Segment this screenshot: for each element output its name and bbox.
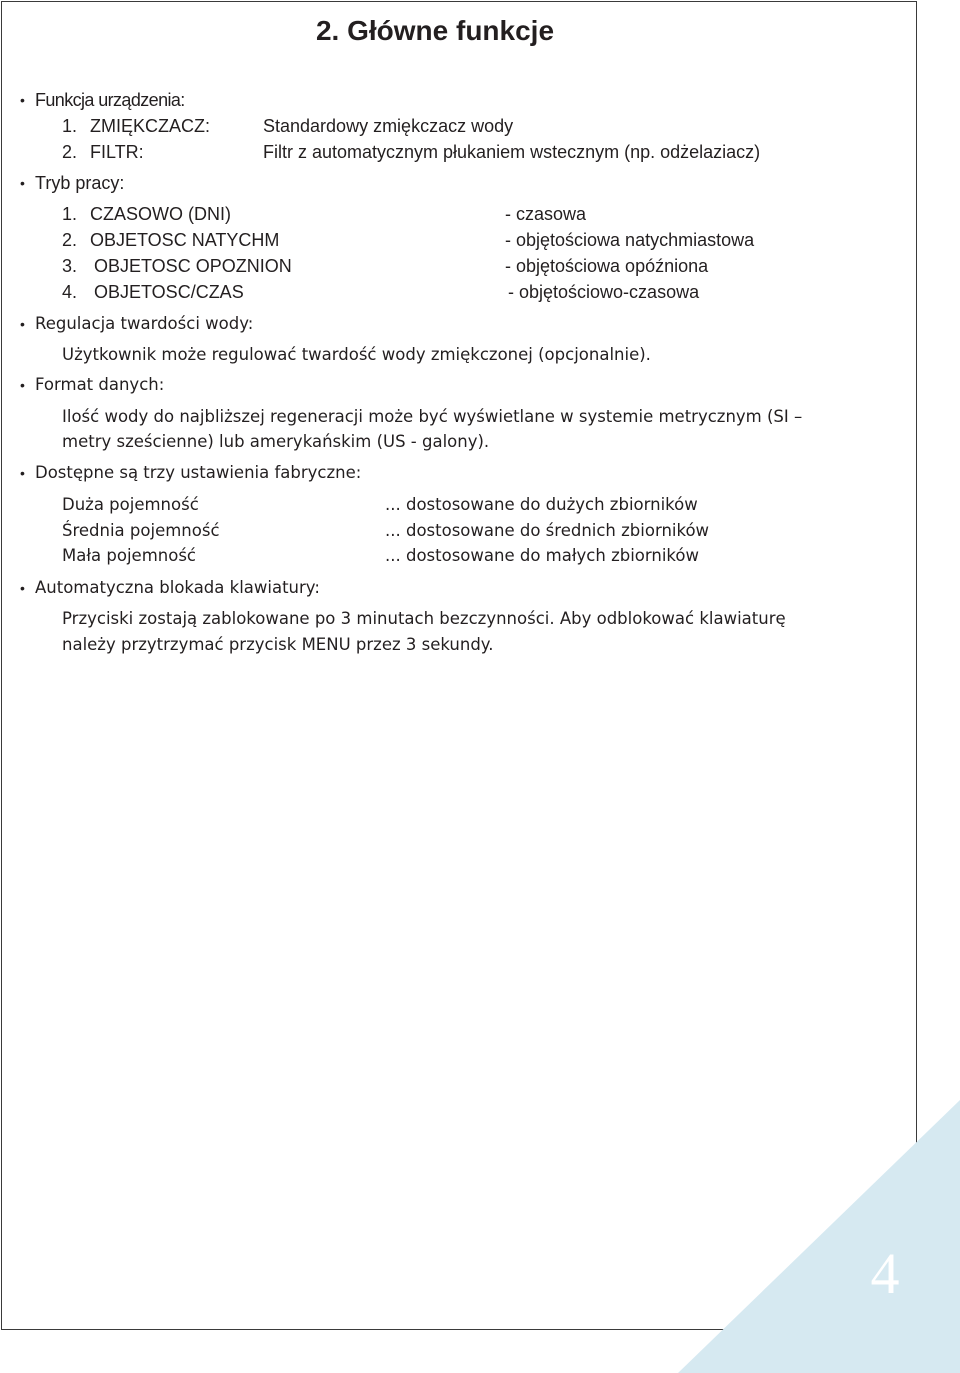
- list-item-description: Standardowy zmiękczacz wody: [263, 116, 514, 136]
- bullet-icon: •: [20, 175, 25, 191]
- list-item-name: OBJETOSC NATYCHM: [90, 230, 280, 250]
- section-heading-hardness: Regulacja twardości wody:: [35, 314, 254, 333]
- list-item-name: OBJETOSC OPOZNION: [94, 256, 292, 276]
- list-item-number: 1.: [62, 204, 78, 224]
- bullet-icon: •: [20, 92, 25, 108]
- list-item-description: - objętościowa opóźniona: [505, 256, 709, 276]
- page-frame: [1, 1, 917, 1330]
- bullet-icon: •: [20, 377, 25, 393]
- setting-description: ... dostosowane do średnich zbiorników: [385, 521, 710, 540]
- paragraph-line: metry sześcienne) lub amerykańskim (US - galony).: [62, 432, 490, 451]
- bullet-icon: •: [20, 465, 25, 481]
- list-item-description: Filtr z automatycznym płukaniem wstecznym (np. odżelaziacz): [263, 142, 761, 162]
- section-heading-data-format: Format danych:: [35, 375, 165, 394]
- list-item-number: 3.: [62, 256, 78, 276]
- list-item-number: 4.: [62, 282, 78, 302]
- setting-name: Średnia pojemność: [62, 521, 220, 540]
- list-item-description: - czasowa: [505, 204, 587, 224]
- paragraph-hardness: Użytkownik może regulować twardość wody zmiękczonej (opcjonalnie).: [62, 345, 651, 364]
- paragraph-line: Przyciski zostają zablokowane po 3 minutach bezczynności. Aby odblokować klawiaturę: [62, 609, 786, 628]
- list-item-name: OBJETOSC/CZAS: [94, 282, 244, 302]
- paragraph-line: należy przytrzymać przycisk MENU przez 3 sekundy.: [62, 635, 494, 654]
- list-item-name: CZASOWO (DNI): [90, 204, 231, 224]
- paragraph-line: Ilość wody do najbliższej regeneracji może być wyświetlane w systemie metrycznym (SI –: [62, 407, 803, 426]
- setting-name: Duża pojemność: [62, 495, 199, 514]
- bullet-icon: •: [20, 316, 25, 332]
- list-item-number: 2.: [62, 142, 78, 162]
- section-heading-device-function: Funkcja urządzenia:: [35, 90, 185, 110]
- list-item-number: 1.: [62, 116, 78, 136]
- list-item-description: - objętościowo-czasowa: [508, 282, 700, 302]
- section-heading-keypad-lock: Automatyczna blokada klawiatury:: [35, 578, 320, 597]
- section-heading-work-mode: Tryb pracy:: [35, 173, 125, 193]
- setting-description: ... dostosowane do małych zbiorników: [385, 546, 699, 565]
- list-item-name: FILTR:: [90, 142, 144, 162]
- page-number: 4: [870, 1241, 900, 1306]
- list-item-description: - objętościowa natychmiastowa: [505, 230, 755, 250]
- list-item-number: 2.: [62, 230, 78, 250]
- page-title: 2. Główne funkcje: [315, 15, 555, 46]
- section-heading-factory-settings: Dostępne są trzy ustawienia fabryczne:: [35, 463, 362, 482]
- setting-name: Mała pojemność: [62, 546, 196, 565]
- bullet-icon: •: [20, 580, 25, 596]
- list-item-name: ZMIĘKCZACZ:: [90, 116, 210, 136]
- setting-description: ... dostosowane do dużych zbiorników: [385, 495, 698, 514]
